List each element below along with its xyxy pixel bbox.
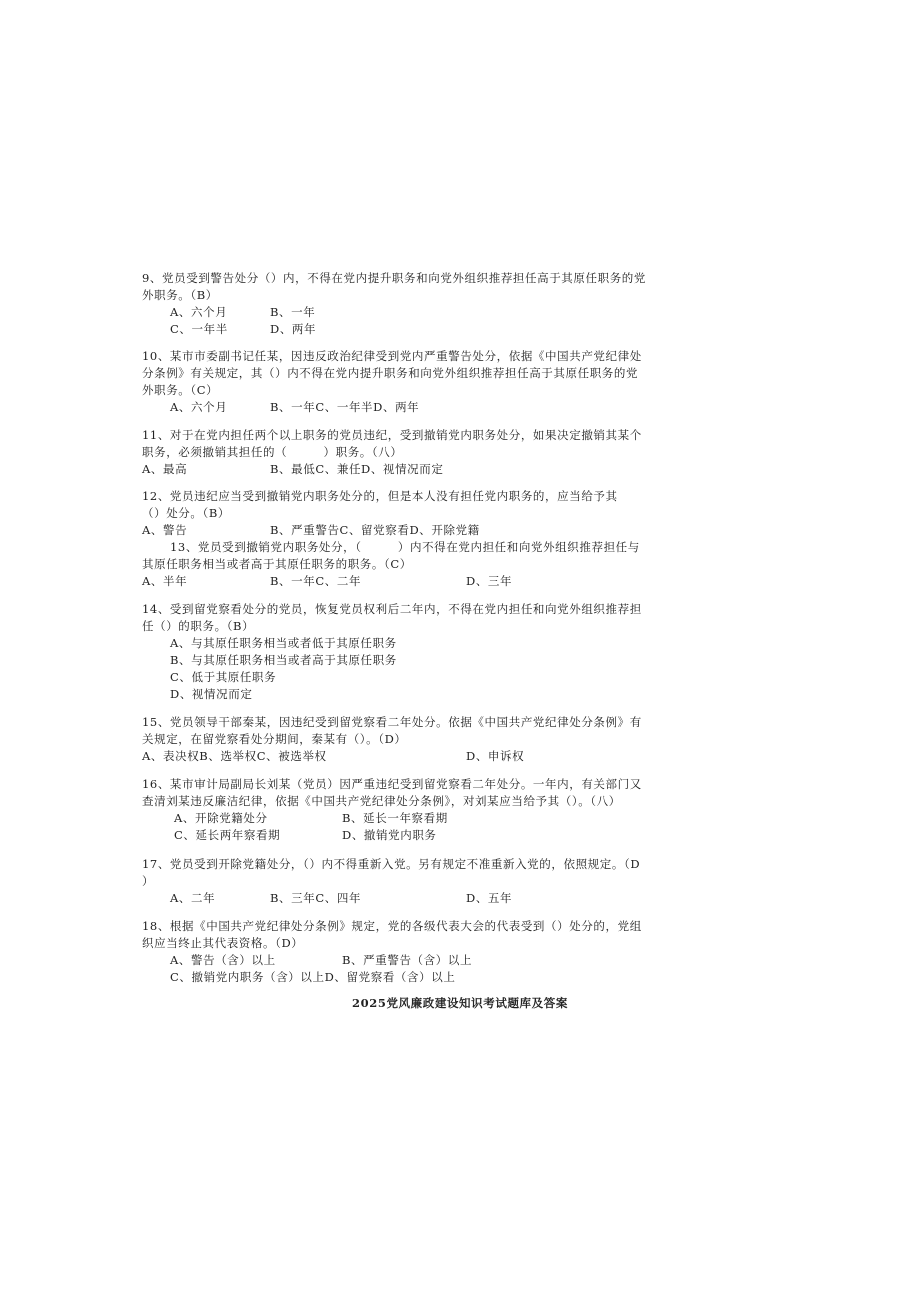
text-line: ）: [142, 874, 155, 888]
text-line: C、一年半: [170, 322, 228, 336]
text-line: A、警告: [142, 523, 188, 537]
text-line: A、开除党籍处分: [174, 811, 268, 825]
text-line: B、延长一年察看期: [342, 811, 448, 825]
text-line: 15、党员领导干部秦某，因违纪受到留党察看二年处分。依据《中国共产党纪律处分条例》有: [142, 715, 642, 729]
text-line: A、最高: [142, 462, 188, 476]
text-line: 其原任职务相当或者高于其原任职务的职务。（C）: [142, 557, 412, 571]
text-line: B、三年C、四年: [270, 891, 362, 905]
text-line: 11、对于在党内担任两个以上职务的党员违纪，受到撤销党内职务处分，如果决定撤销其某个: [142, 428, 642, 442]
text-line: D、三年: [466, 574, 513, 588]
text-line: 织应当终止其代表资格。（D）: [142, 936, 304, 950]
text-line: A、二年: [170, 891, 216, 905]
text-line: 分条例》有关规定，其（）内不得在党内提升职务和向党外组织推荐担任高于其原任职务的党: [142, 366, 639, 380]
text-line: C、低于其原任职务: [170, 670, 277, 684]
text-line: B、严重警告（含）以上: [342, 953, 473, 967]
text-line: B、严重警告C、留党察看D、开除党籍: [270, 523, 480, 537]
text-line: 16、某市审计局副局长刘某（党员）因严重违纪受到留党察看二年处分。一年内，有关部门又: [142, 777, 642, 791]
text-line: 12、党员违纪应当受到撤销党内职务处分的，但是本人没有担任党内职务的，应当给予其: [142, 489, 618, 503]
text-line: A、与其原任职务相当或者低于其原任职务: [170, 636, 397, 650]
text-line: 18、根据《中国共产党纪律处分条例》规定，党的各级代表大会的代表受到（）处分的，党组: [142, 919, 642, 933]
text-line: 17、党员受到开除党籍处分，（）内不得重新入党。另有规定不准重新入党的，依照规定。（D: [142, 857, 641, 871]
text-line: D、申诉权: [466, 749, 525, 763]
text-line: B、一年: [270, 305, 316, 319]
text-line: D、撤销党内职务: [342, 828, 437, 842]
text-line: B、一年C、二年: [270, 574, 362, 588]
text-line: 任（）的职务。（B）: [142, 619, 255, 633]
document-title: 2025党风廉政建设知识考试题库及答案: [352, 996, 568, 1010]
text-line: 10、某市市委副书记任某，因违反政治纪律受到党内严重警告处分，依据《中国共产党纪律处: [142, 349, 642, 363]
text-line: C、延长两年察看期: [174, 828, 281, 842]
text-line: 9、党员受到警告处分（）内，不得在党内提升职务和向党外组织推荐担任高于其原任职务的党: [142, 271, 647, 285]
text-line: 外职务。（B）: [142, 288, 218, 302]
text-line: 查清刘某违反廉洁纪律，依据《中国共产党纪律处分条例》，对刘某应当给予其（）。（八）: [142, 794, 621, 808]
text-line: 外职务。（C）: [142, 383, 219, 397]
text-line: A、警告（含）以上: [170, 953, 276, 967]
text-line: 关规定，在留党察看处分期间，秦某有（）。（D）: [142, 732, 407, 746]
text-line: B、与其原任职务相当或者高于其原任职务: [170, 653, 397, 667]
text-line: B、一年C、一年半D、两年: [270, 400, 420, 414]
text-line: 职务，必须撤销其担任的（ ）职务。（八）: [142, 445, 403, 459]
text-line: A、六个月: [170, 400, 228, 414]
text-line: D、视情况而定: [170, 687, 253, 701]
text-line: （）处分。（B）: [142, 506, 230, 520]
text-line: C、撤销党内职务（含）以上D、留党察看（含）以上: [170, 970, 456, 984]
text-line: D、五年: [466, 891, 513, 905]
text-line: A、表决权B、选举权C、被选举权: [142, 749, 327, 763]
text-line: A、半年: [142, 574, 188, 588]
text-line: D、两年: [270, 322, 317, 336]
text-line: A、六个月: [170, 305, 228, 319]
text-line: B、最低C、兼任D、视情况而定: [270, 462, 444, 476]
text-line: 13、党员受到撤销党内职务处分，（ ）内不得在党内担任和向党外组织推荐担任与: [170, 540, 640, 554]
text-line: 14、受到留党察看处分的党员，恢复党员权利后二年内，不得在党内担任和向党外组织推荐担: [142, 602, 642, 616]
